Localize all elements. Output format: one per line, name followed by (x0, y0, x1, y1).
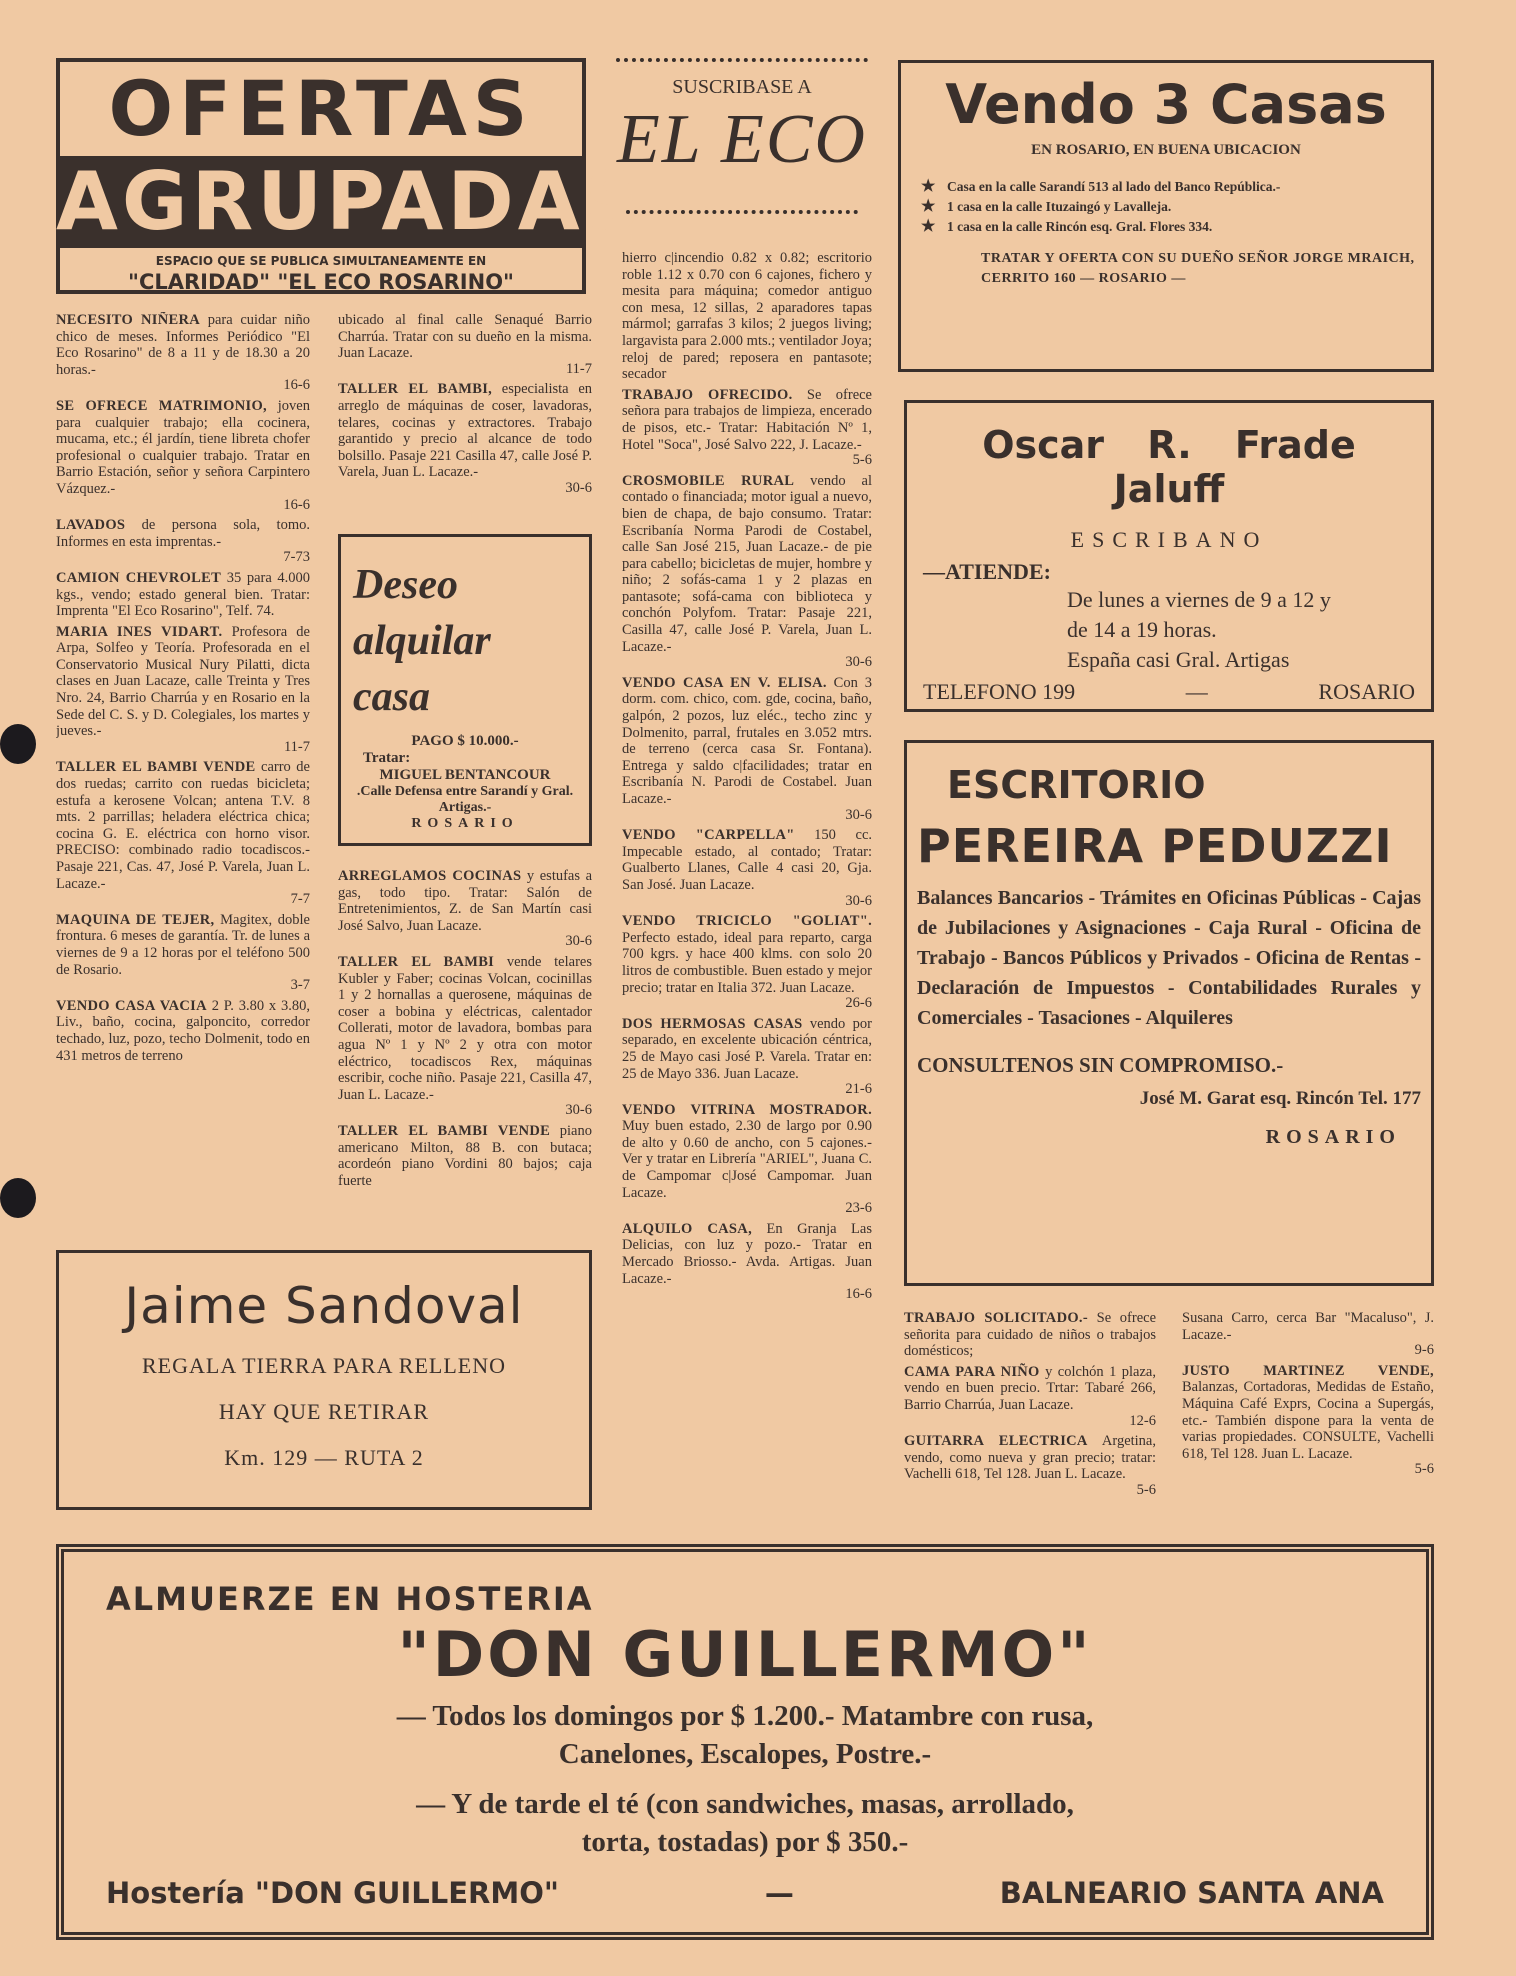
classified-ad (56, 570, 310, 620)
frade-phone: TELEFONO 199 (923, 679, 1076, 704)
classifieds-column-4-right (1182, 1310, 1434, 1510)
frade-atiende: —ATIENDE: (923, 559, 1051, 584)
classified-heading: MARIA INES VIDART. (56, 623, 223, 640)
escritorio-cta: CONSULTENOS SIN COMPROMISO.- (917, 1053, 1284, 1077)
classified-text: y colchón 1 plaza, vendo en buen precio. Trtar: Tabaré 266, Barrio Charrúa, Juan Lacaze. (904, 1363, 1156, 1413)
classified-code: 16-6 (283, 496, 310, 513)
deseo-alquilar-ad (338, 534, 592, 846)
binder-hole (0, 724, 36, 764)
classified-text: ubicado al final calle Senaqué Barrio Charrúa. Tratar con su dueño en la misma. Juan Lacaze. (338, 312, 592, 362)
classified-heading: VENDO CASA EN V. ELISA. (622, 674, 827, 691)
frade-city: ROSARIO (1318, 679, 1415, 704)
classified-heading: MAQUINA DE TEJER, (56, 911, 215, 928)
classified-ad (338, 312, 592, 377)
deseo-line-3: casa (353, 674, 430, 720)
hosteria-footer-left: Hostería "DON GUILLERMO" (106, 1876, 559, 1910)
classified-ad (338, 954, 592, 1119)
classified-heading: VENDO "CARPELLA" (622, 827, 795, 844)
classified-ad (622, 913, 872, 1012)
classified-code: 16-6 (845, 1286, 872, 1303)
frade-dash: — (1185, 679, 1208, 704)
classified-ad (904, 1433, 1156, 1498)
classified-code: 16-6 (283, 377, 310, 394)
frade-hours-2: de 14 a 19 horas. (1067, 617, 1217, 642)
eco-name: EL ECO (617, 101, 867, 178)
classified-code: 9-6 (1414, 1342, 1434, 1359)
ofertas-subtitle: ESPACIO QUE SE PUBLICA SIMULTANEAMENTE EN (155, 254, 487, 268)
classified-ad (56, 517, 310, 566)
classified-code: 11-7 (283, 738, 310, 755)
escritorio-label: ESCRITORIO (947, 763, 1206, 807)
classifieds-column-2-bottom (338, 868, 592, 1224)
classified-ad (904, 1310, 1156, 1360)
binder-hole (0, 1178, 36, 1218)
classified-heading: TRABAJO OFRECIDO. (622, 386, 793, 403)
classified-heading: TALLER EL BAMBI, (338, 381, 493, 398)
classified-text: para cuidar niño chico de meses. Informes Periódico "El Eco Rosarino" de 8 a 11 y de 18.30 a 20 horas.- (56, 312, 310, 378)
deseo-line-2: alquilar (353, 618, 491, 664)
classified-code: 5-6 (852, 452, 872, 469)
classifieds-column-3 (622, 250, 872, 1502)
casas-item: ★ 1 casa en la calle Ituzaingó y Lavalleja. (915, 199, 1417, 215)
escritorio-address: José M. Garat esq. Rincón Tel. 177 (1139, 1088, 1421, 1109)
hosteria-line-6: torta, tostadas) por $ 350.- (581, 1826, 909, 1858)
escritorio-name: PEREIRA PEDUZZI (917, 819, 1393, 873)
classified-code: 7-73 (283, 549, 310, 566)
classified-text: y estufas a gas, todo tipo. Tratar: Salón de Entretenimientos, Z. de San Martín casi José Salvo, Juan Lacaze. (338, 868, 592, 934)
deseo-address: .Calle Defensa entre Sarandí y Gral. Artigas.- (356, 784, 574, 815)
deseo-city: ROSARIO (411, 816, 519, 831)
vendo-casas-ad (898, 60, 1434, 372)
sandoval-line-2: HAY QUE RETIRAR (218, 1399, 430, 1424)
classified-code: 30-6 (565, 933, 592, 950)
classified-ad (1182, 1363, 1434, 1478)
classified-heading: CAMION CHEVROLET (56, 569, 222, 586)
frade-title: ESCRIBANO (1070, 527, 1268, 552)
classified-heading: CAMA PARA NIÑO (904, 1363, 1040, 1380)
classified-heading: ARREGLAMOS COCINAS (338, 868, 522, 884)
classified-code: 23-6 (845, 1200, 872, 1217)
classified-ad (56, 398, 310, 513)
classified-ad (622, 1016, 872, 1098)
classified-text: joven para cualquier trabajo; ella cocinera, mucama, etc.; él jardín, tiene libreta chofer profesional o cualquier trabajo. Tratar en Barrio Estación, señor y señora Carpintero Vázquez.- (56, 397, 310, 497)
frade-notary-ad (904, 400, 1434, 712)
classified-text: 35 para 4.000 kgs., vendo; estado general bien. Tratar: Imprenta "El Eco Rosarino", Telf. 74. (56, 569, 310, 620)
classified-heading: TALLER EL BAMBI (338, 953, 495, 970)
hosteria-footer-right: BALNEARIO SANTA ANA (999, 1876, 1384, 1910)
eco-top-dots (616, 58, 868, 62)
classified-heading: TALLER EL BAMBI VENDE (338, 1122, 551, 1139)
frade-address: España casi Gral. Artigas (1067, 647, 1290, 672)
classified-ad (622, 250, 872, 383)
classified-text: de persona sola, tomo. Informes en esta imprentas.- (56, 517, 310, 550)
classified-heading: SE OFRECE MATRIMONIO, (56, 397, 267, 414)
eco-bottom-dots (626, 210, 858, 214)
classified-ad (622, 675, 872, 823)
classified-text: Se ofrece señora para trabajos de limpieza, encerado de pisos, etc.- Tratar: Habitación Nº 1, Hotel "Soca", José Salvo 222, J. Lacaze.- (622, 386, 872, 453)
classified-ad (1182, 1310, 1434, 1359)
classified-ad (56, 759, 310, 907)
classified-heading: CROSMOBILE RURAL (622, 472, 795, 489)
classified-code: 30-6 (565, 1102, 592, 1119)
escritorio-city: ROSARIO (1265, 1126, 1401, 1148)
classified-code: 30-6 (845, 654, 872, 671)
classified-ad (338, 1123, 592, 1189)
deseo-line-1: Deseo (353, 562, 458, 608)
classified-code: 3-7 (290, 977, 310, 994)
classifieds-column-2-top (338, 312, 592, 512)
classified-text: Magitex, doble frontura. 6 meses de garantía. Tr. de lunes a viernes de 9 a 12 horas por el teléfono 500 de Rosario. (56, 911, 310, 978)
classified-heading: JUSTO MARTINEZ VENDE, (1182, 1362, 1434, 1379)
classified-text: Susana Carro, cerca Bar "Macaluso", J. Lacaze.- (1182, 1310, 1434, 1343)
classified-text: En Granja Las Delicias, con luz y pozo.- Tratar en Mercado Briosso.- Avda. Artigas. Juan Lacaze.- (622, 1220, 872, 1287)
classified-ad (622, 827, 872, 909)
ofertas-agrupadas-header (56, 58, 646, 294)
classified-text: hierro c|incendio 0.82 x 0.82; escritorio roble 1.12 x 0.70 con 6 cajones, fichero y mesita para máquina; comedor antiguo con mesa, 12 sillas, 2 aparadores tapas mármol; garrafas 3 kilos; 2 juegos living; largavista para 2.000 mts.; ventilador Joya; reloj de pared; reposera en pantasote; secador (622, 250, 872, 383)
classified-ad (338, 381, 592, 496)
classified-heading: TALLER EL BAMBI VENDE (56, 759, 256, 776)
classified-heading: TRABAJO SOLICITADO.- (904, 1310, 1088, 1326)
classified-text: especialista en arreglo de máquinas de coser, lavadoras, telares, cocinas y extractores. Trabajo garantido y precio al alcance de todo bolsillo. Pasaje 221 Casilla 47, calle José P. Varela, Juan L. Lacaze.- (338, 381, 592, 481)
escritorio-pereira-ad (904, 740, 1434, 1286)
classified-ad (56, 624, 310, 756)
casas-item: ★ Casa en la calle Sarandí 513 al lado del Banco República.- (915, 179, 1417, 195)
deseo-pago: PAGO $ 10.000.- (411, 733, 519, 749)
hosteria-line-4: Canelones, Escalopes, Postre.- (558, 1738, 932, 1770)
hosteria-line-5: — Y de tarde el té (con sandwiches, masas, arrollado, (416, 1788, 1074, 1820)
classified-code: 30-6 (845, 892, 872, 909)
classified-heading: GUITARRA ELECTRICA (904, 1433, 1088, 1450)
classified-ad (338, 868, 592, 950)
classified-ad (622, 1102, 872, 1217)
ofertas-papers: "CLARIDAD" "EL ECO ROSARINO" (128, 270, 514, 294)
hosteria-line-3: — Todos los domingos por $ 1.200.- Matambre con rusa, (396, 1700, 1094, 1732)
classified-heading: VENDO TRICICLO "GOLIAT". (622, 913, 872, 930)
classified-text: Se ofrece señorita para cuidado de niños o trabajos domésticos; (904, 1310, 1156, 1360)
classified-code: 5-6 (1136, 1481, 1156, 1498)
eco-pre: SUSCRIBASE A (672, 76, 812, 98)
classified-ad (622, 1221, 872, 1303)
classified-heading: VENDO CASA VACIA (56, 997, 207, 1014)
classified-text: vendo por separado, en excelente ubicación céntrica, 25 de Mayo casi José P. Varela. Tratar en: 25 de Mayo 336. Juan Lacaze. (622, 1015, 872, 1082)
classified-heading: NECESITO NIÑERA (56, 312, 201, 328)
classified-text: Argetina, vendo, como nueva y gran precio; tratar: Vachelli 618, Tel 128. Juan L. Lacaze. (904, 1433, 1156, 1483)
casas-list (915, 179, 1417, 235)
frade-footer (923, 679, 1415, 705)
classified-ad (904, 1364, 1156, 1429)
classified-text: Balanzas, Cortadoras, Medidas de Estaño, Máquina Café Exprs, Cocina a Supergás, etc.- También dispone para la venta de varias propiedades. CONSULTE, Vachelli 618, Tel 128. Juan L. Lacaze. (1182, 1379, 1434, 1462)
hosteria-don-guillermo-ad (56, 1544, 1434, 1940)
ofertas-title: OFERTAS (108, 64, 534, 153)
hosteria-footer-dash: — (764, 1876, 794, 1910)
classified-code: 21-6 (845, 1081, 872, 1098)
classified-text: Con 3 dorm. com. chico, com. gde, cocina, baño, galpón, 2 pozos, luz eléc., techo zinc y Dolmenito, parral, frutales en 3.052 mtrs. de terreno (cerca casa Sr. Fontana). Entrega y saldo c|facilidades; tratar en Escribanía N. Parodi de Costabel. Juan Lacaze.- (622, 674, 872, 807)
classified-code: 12-6 (1129, 1412, 1156, 1429)
deseo-tratar: Tratar: (363, 750, 411, 766)
classified-ad (56, 998, 310, 1064)
sandoval-name: Jaime Sandoval (124, 1277, 524, 1335)
classified-code: 26-6 (845, 995, 872, 1012)
classified-text: Perfecto estado, ideal para reparto, carga 700 kgrs. y hace 400 klms. con solo 20 litros de combustible. Buen estado y mejor precio; tratar en Italia 372. Juan Lacaze. (622, 929, 872, 996)
jaime-sandoval-ad (56, 1250, 592, 1510)
frade-name: Oscar R. Frade Jaluff (982, 423, 1356, 511)
classified-code: 11-7 (565, 360, 592, 377)
classified-heading: DOS HERMOSAS CASAS (622, 1015, 803, 1032)
deseo-contact-name: MIGUEL BENTANCOUR (379, 767, 551, 783)
classified-ad (56, 912, 310, 994)
classified-heading: ALQUILO CASA, (622, 1220, 752, 1237)
agrupadas-title: AGRUPADAS (56, 155, 646, 248)
classified-text: 150 cc. Impecable estado, al contado; Tratar: Gualberto Llanes, Calle 4 casi 20, Gja. San José. Juan Lacaze. (622, 827, 872, 893)
classified-code: 30-6 (565, 479, 592, 496)
classifieds-column-4-left (904, 1310, 1156, 1510)
classified-text: 2 P. 3.80 x 3.80, Liv., baño, cocina, galponcito, corredor techado, luz, pozo, techo Dolmenit, todo en 431 metros de terreno (56, 997, 310, 1064)
classified-heading: LAVADOS (56, 517, 126, 534)
sandoval-line-3: Km. 129 — RUTA 2 (224, 1445, 424, 1470)
classified-text: vendo al contado o financiada; motor igual a nuevo, bien de chapa, de bajo consumo. Tratar: Escribanía Norma Parodi de Costabel, calle San José 215, Juan Lacaze.- de pie para cabello; bicicletas de mujer, hombre y niño; 2 sofás-cama 1 y 2 plazas en pantasote; sofá-cama con biblioteca y conchón Polyfom. Tratar: Pasaje 221, Casilla 47, calle José P. Varela, Juan L. Lacaze.- (622, 472, 872, 655)
escritorio-services: Balances Bancarios - Trámites en Oficinas Públicas - Cajas de Jubilaciones y Asignaciones - Caja Rural - Oficina de Trabajo - Bancos Públicos y Privados - Oficina de Rentas - Declaración de Impuestos - Contabilidades Rurales y Comerciales - Tasaciones - Alquileres (917, 887, 1421, 1029)
hosteria-footer (106, 1876, 1384, 1910)
classified-text: carro de dos ruedas; carrito con ruedas bicicleta; estufa a kerosene Volcan; antena T.V. 8 mts. 2 parrillas; heladera eléctrica chica; cocina G. E. eléctrica con horno visor. PRECISO: combinado radio tocadiscos.- Pasaje 221, Cas. 47, José P. Varela, Juan L. Lacaze.- (56, 759, 310, 892)
hosteria-line-1: ALMUERZE EN HOSTERIA (106, 1580, 594, 1618)
classified-heading: VENDO VITRINA MOSTRADOR. (622, 1101, 872, 1118)
casas-item: ★ 1 casa en la calle Rincón esq. Gral. Flores 334. (915, 219, 1417, 235)
classified-code: 30-6 (845, 806, 872, 823)
classified-code: 5-6 (1414, 1461, 1434, 1478)
classifieds-column-1 (56, 312, 310, 1224)
frade-hours-1: De lunes a viernes de 9 a 12 y (1067, 587, 1331, 612)
classified-text: vende telares Kubler y Faber; cocinas Volcan, cocinillas 1 y 2 hornallas a querosene, máquinas de coser a bobina y eléctricas, calentador Collerati, motor de lavadora, bombas para agua Nº 1 y Nº 2 y otra con motor eléctrico, tocadiscos Rex, máquinas escribir, coche niño. Pasaje 221, Casilla 47, Juan L. Lacaze.- (338, 953, 592, 1103)
sandoval-line-1: REGALA TIERRA PARA RELLENO (142, 1353, 506, 1378)
classified-code: 7-7 (290, 891, 310, 908)
classified-text: Muy buen estado, 2.30 de largo por 0.90 de alto y 0.60 de ancho, con 5 cajones.- Ver y tratar en Librería "ARIEL", Juana C. de Campomar c|José Campomar. Juan Lacaze. (622, 1118, 872, 1201)
classified-text: piano americano Milton, 88 B. con butaca; acordeón piano Vordini 80 bajos; caja fuerte (338, 1122, 592, 1189)
casas-contact: TRATAR Y OFERTA CON SU DUEÑO SEÑOR JORGE MRAICH, CERRITO 160 — ROSARIO — (981, 251, 1415, 286)
hosteria-name: "DON GUILLERMO" (397, 1618, 1093, 1691)
classified-text: Profesora de Arpa, Solfeo y Teoría. Profesorada en el Conservatorio Musical Nury Pilatti, dicta clases en Juan Lacaze, calle Treinta y Tres Nro. 24, Barrio Charrúa y en Rosario en la Sede del C. S. y D. Colegiales, los martes y jueves.- (56, 623, 310, 740)
casas-subtitle: EN ROSARIO, EN BUENA UBICACION (1031, 142, 1301, 158)
casas-title: Vendo 3 Casas (945, 73, 1387, 136)
classified-ad (622, 473, 872, 671)
classified-ad (622, 387, 872, 469)
classified-ad (56, 312, 310, 394)
